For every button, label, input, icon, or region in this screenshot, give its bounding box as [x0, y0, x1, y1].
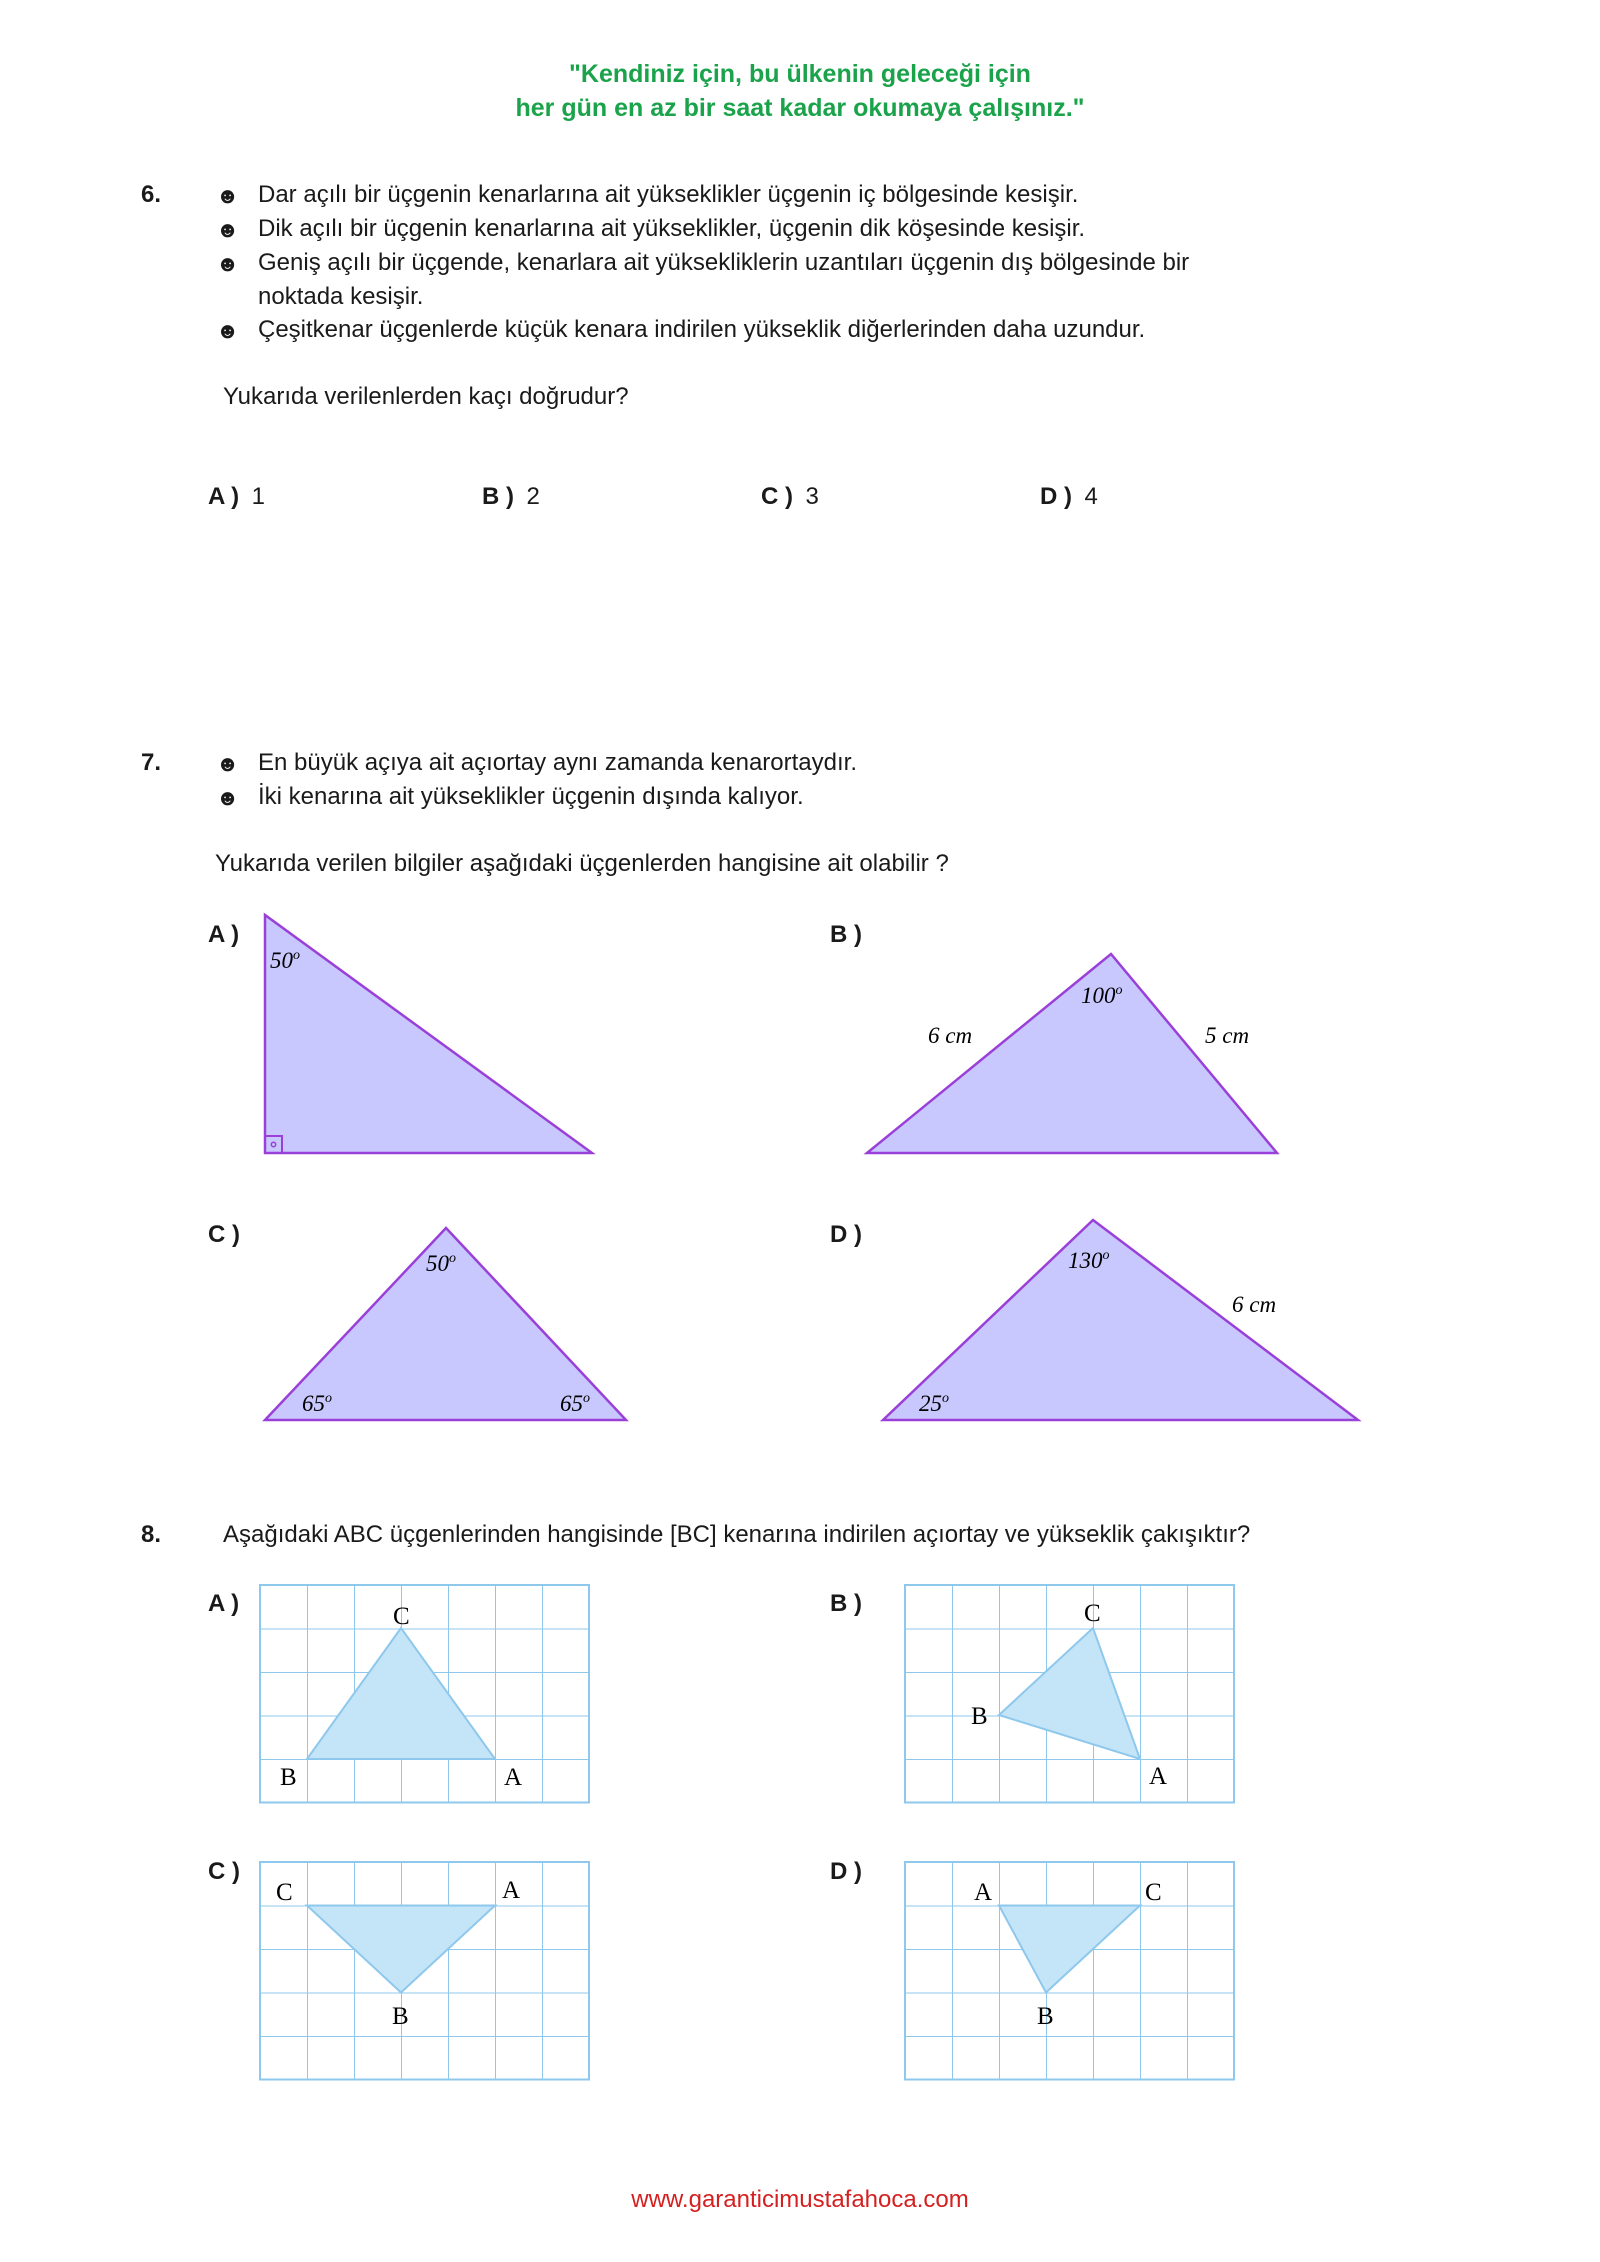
grid-figure-a	[260, 1585, 589, 1803]
option-c-label[interactable]: C )	[208, 1858, 240, 1885]
grid-figure-b	[905, 1585, 1234, 1803]
angle-label: 65$^o$	[302, 1391, 332, 1416]
grid-figure-c	[260, 1862, 589, 2080]
statement: İki kenarına ait yükseklikler üçgenin dışında kalıyor.	[258, 783, 804, 810]
angle-label: 50$^o$	[426, 1251, 456, 1276]
question-number: 7.	[141, 749, 162, 776]
side-label: 5 cm	[1205, 1023, 1250, 1048]
statement: Çeşitkenar üçgenlerde küçük kenara indirilen yükseklik diğerlerinden daha uzundur.	[258, 316, 1146, 343]
angle-label: 65$^o$	[560, 1391, 590, 1416]
question-number: 8.	[141, 1521, 162, 1548]
question-number: 6.	[141, 181, 162, 208]
smiley-bullet-icon: ☻	[216, 251, 240, 276]
question-text: Yukarıda verilenlerden kaçı doğrudur?	[223, 383, 629, 410]
option-value: 1	[251, 483, 265, 510]
smiley-bullet-icon: ☻	[216, 183, 240, 208]
vertex-b-label: B	[392, 2003, 409, 2030]
statement: Dik açılı bir üçgenin kenarlarına ait yükseklikler, üçgenin dik köşesinde kesişir.	[258, 215, 1086, 242]
vertex-a-label: A	[504, 1764, 523, 1791]
vertex-c-label: C	[393, 1603, 410, 1630]
footer-url[interactable]: www.garanticimustafahoca.com	[631, 2186, 969, 2213]
option-b-label[interactable]: B )	[830, 1590, 862, 1617]
option-b-label[interactable]: B )	[830, 921, 862, 948]
angle-label: 25$^o$	[919, 1391, 949, 1416]
statement-continued: noktada kesişir.	[258, 283, 424, 310]
option-d-label[interactable]: D )	[830, 1221, 862, 1248]
option-label: D )	[1040, 483, 1072, 510]
question-text: Yukarıda verilen bilgiler aşağıdaki üçgenlerden hangisine ait olabilir ?	[215, 850, 949, 877]
statement: Geniş açılı bir üçgende, kenarlara ait yüksekliklerin uzantıları üçgenin dış bölgesinde bir	[258, 249, 1190, 276]
smiley-bullet-icon: ☻	[216, 751, 240, 776]
vertex-b-label: B	[971, 1703, 988, 1730]
side-label: 6 cm	[928, 1023, 973, 1048]
angle-label: 50$^o$	[270, 948, 300, 973]
smiley-bullet-icon: ☻	[216, 318, 240, 343]
angle-label: 130$^o$	[1068, 1248, 1110, 1273]
vertex-c-label: C	[276, 1879, 293, 1906]
option-c-label[interactable]: C )	[208, 1221, 240, 1248]
option-value: 2	[526, 483, 540, 510]
option-value: 3	[805, 483, 819, 510]
grid-figure-d	[905, 1862, 1234, 2080]
vertex-a-label: A	[974, 1879, 993, 1906]
smiley-bullet-icon: ☻	[216, 217, 240, 242]
option-label: B )	[482, 483, 514, 510]
vertex-c-label: C	[1145, 1879, 1162, 1906]
vertex-a-label: A	[502, 1877, 521, 1904]
statement: En büyük açıya ait açıortay aynı zamanda kenarortaydır.	[258, 749, 857, 776]
vertex-b-label: B	[280, 1764, 297, 1791]
question-text: Aşağıdaki ABC üçgenlerinden hangisinde [BC] kenarına indirilen açıortay ve yükseklik çakışıktır?	[223, 1521, 1251, 1548]
option-label: A )	[208, 483, 240, 510]
smiley-bullet-icon: ☻	[216, 785, 240, 810]
angle-label: 100$^o$	[1081, 983, 1123, 1008]
side-label: 6 cm	[1232, 1292, 1277, 1317]
statement: Dar açılı bir üçgenin kenarlarına ait yükseklikler üçgenin iç bölgesinde kesişir.	[258, 181, 1079, 208]
vertex-c-label: C	[1084, 1600, 1101, 1627]
option-a-label[interactable]: A )	[208, 1590, 240, 1617]
option-a-label[interactable]: A )	[208, 921, 240, 948]
vertex-b-label: B	[1037, 2003, 1054, 2030]
motto-line-2: her gün en az bir saat kadar okumaya çalışınız."	[515, 94, 1085, 122]
option-value: 4	[1084, 483, 1098, 510]
motto-line-1: "Kendiniz için, bu ülkenin geleceği için	[569, 60, 1031, 88]
option-d-label[interactable]: D )	[830, 1858, 862, 1885]
vertex-a-label: A	[1149, 1763, 1168, 1790]
option-label: C )	[761, 483, 793, 510]
